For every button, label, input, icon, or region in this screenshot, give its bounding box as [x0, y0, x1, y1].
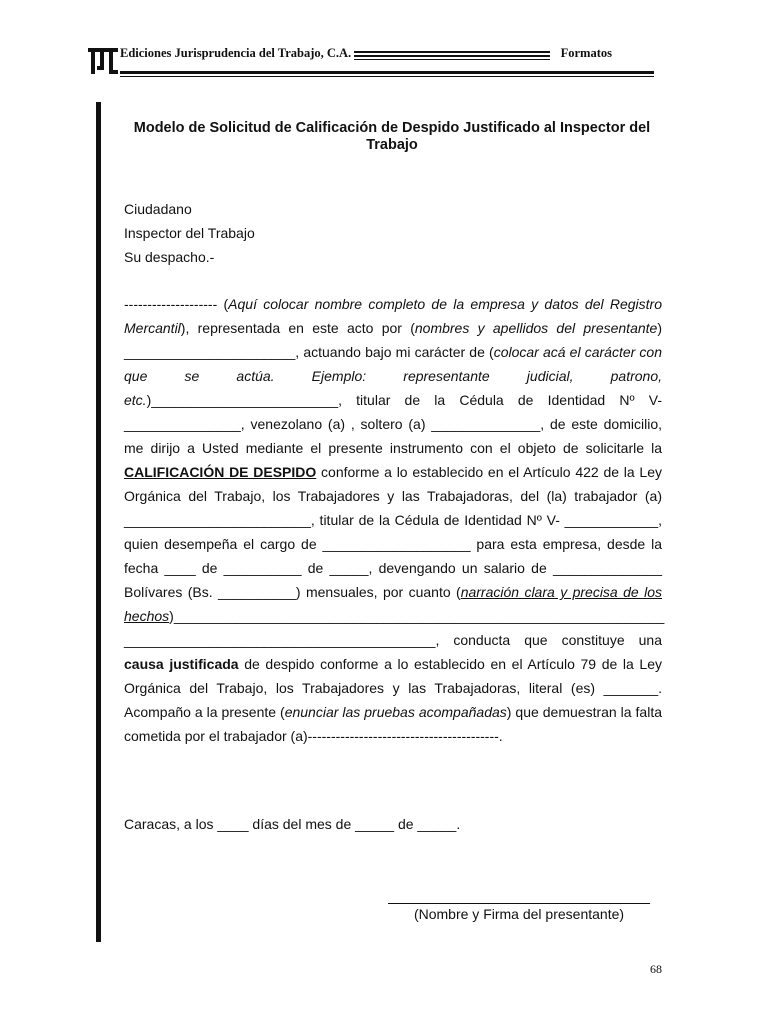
publisher-name: Ediciones Jurisprudencia del Trabajo, C.A. [120, 46, 352, 60]
addressee-line-3: Su despacho.- [124, 249, 215, 265]
header-rule-thick [120, 71, 654, 74]
left-margin-bar [96, 102, 101, 942]
company-placeholder: Aquí colocar nombre completo de la empresa y datos del Registro Mercantil [124, 296, 662, 336]
header-rule-thin [120, 76, 654, 77]
request-type: CALIFICACIÓN DE DESPIDO [124, 464, 317, 480]
addressee-line-2: Inspector del Trabajo [124, 225, 255, 241]
role-placeholder: colocar acá el carácter con que se actúa. Ejemplo: representante judicial, patrono, etc. [124, 344, 662, 408]
document-title: Modelo de Solicitud de Calificación de Despido Justificado al Inspector del Trabajo [133, 120, 651, 153]
body-text: -------------------- (Aquí colocar nombre completo de la empresa y datos del Registro Mercantil), representada en este acto por (nombres y apellidos del presentante) ______________________, actuando bajo mi carácter de (colocar acá el carácter con que se actúa. Ejemplo: representante judicial, patrono, etc.)________________________, titular de la Cédula de Identidad Nº V- _______________, venezolano (a) , soltero (a) ______________, de este domicilio, me dirijo a Usted mediante el presente instrumento con el objeto de solicitarle la CALIFICACIÓN DE DESPIDO conforme a lo establecido en el Artículo 422 de la Ley Orgánica del Trabajo, los Trabajadores y las Trabajadoras, del (la) trabajador (a) ________________________, titular de la Cédula de Identidad Nº V- ____________, quien desempeña el cargo de ___________________ para esta empresa, desde la fecha ____ de __________ de _____, devengando un salario de ______________ Bolívares (Bs. __________) mensuales, por cuanto (narración clara y precisa de los hechos)_______________________________________________________________ ________________________________________, conducta que constituye una causa justificada de despido conforme a lo establecido en el Artículo 79 de la Ley Orgánica del Trabajo, los Trabajadores y las Trabajadoras, literal (es) _______. Acompaño a la presente (enunciar las pruebas acompañadas) que demuestran la falta cometida por el trabajador (a)-----------------------------------------. [124, 296, 665, 744]
header-decorative-bars [354, 51, 550, 62]
section-label: Formatos [560, 46, 612, 60]
just-cause-term: causa justificada [124, 656, 239, 672]
facts-placeholder: narración clara y precisa de los hechos [124, 584, 662, 624]
page-number: 68 [650, 962, 662, 976]
evidence-placeholder: enunciar las pruebas acompañadas [284, 704, 507, 720]
signature-label: (Nombre y Firma del presentante) [413, 906, 625, 922]
jtc-logo-icon [88, 46, 118, 76]
addressee-block [124, 197, 662, 269]
date-line: Caracas, a los ____ días del mes de _____ de _____. [124, 816, 461, 832]
page-header [88, 44, 654, 80]
signature-line [388, 903, 650, 904]
addressee-line-1: Ciudadano [124, 201, 192, 217]
body-paragraph [124, 292, 665, 748]
presenter-placeholder: nombres y apellidos del presentante [414, 320, 658, 336]
